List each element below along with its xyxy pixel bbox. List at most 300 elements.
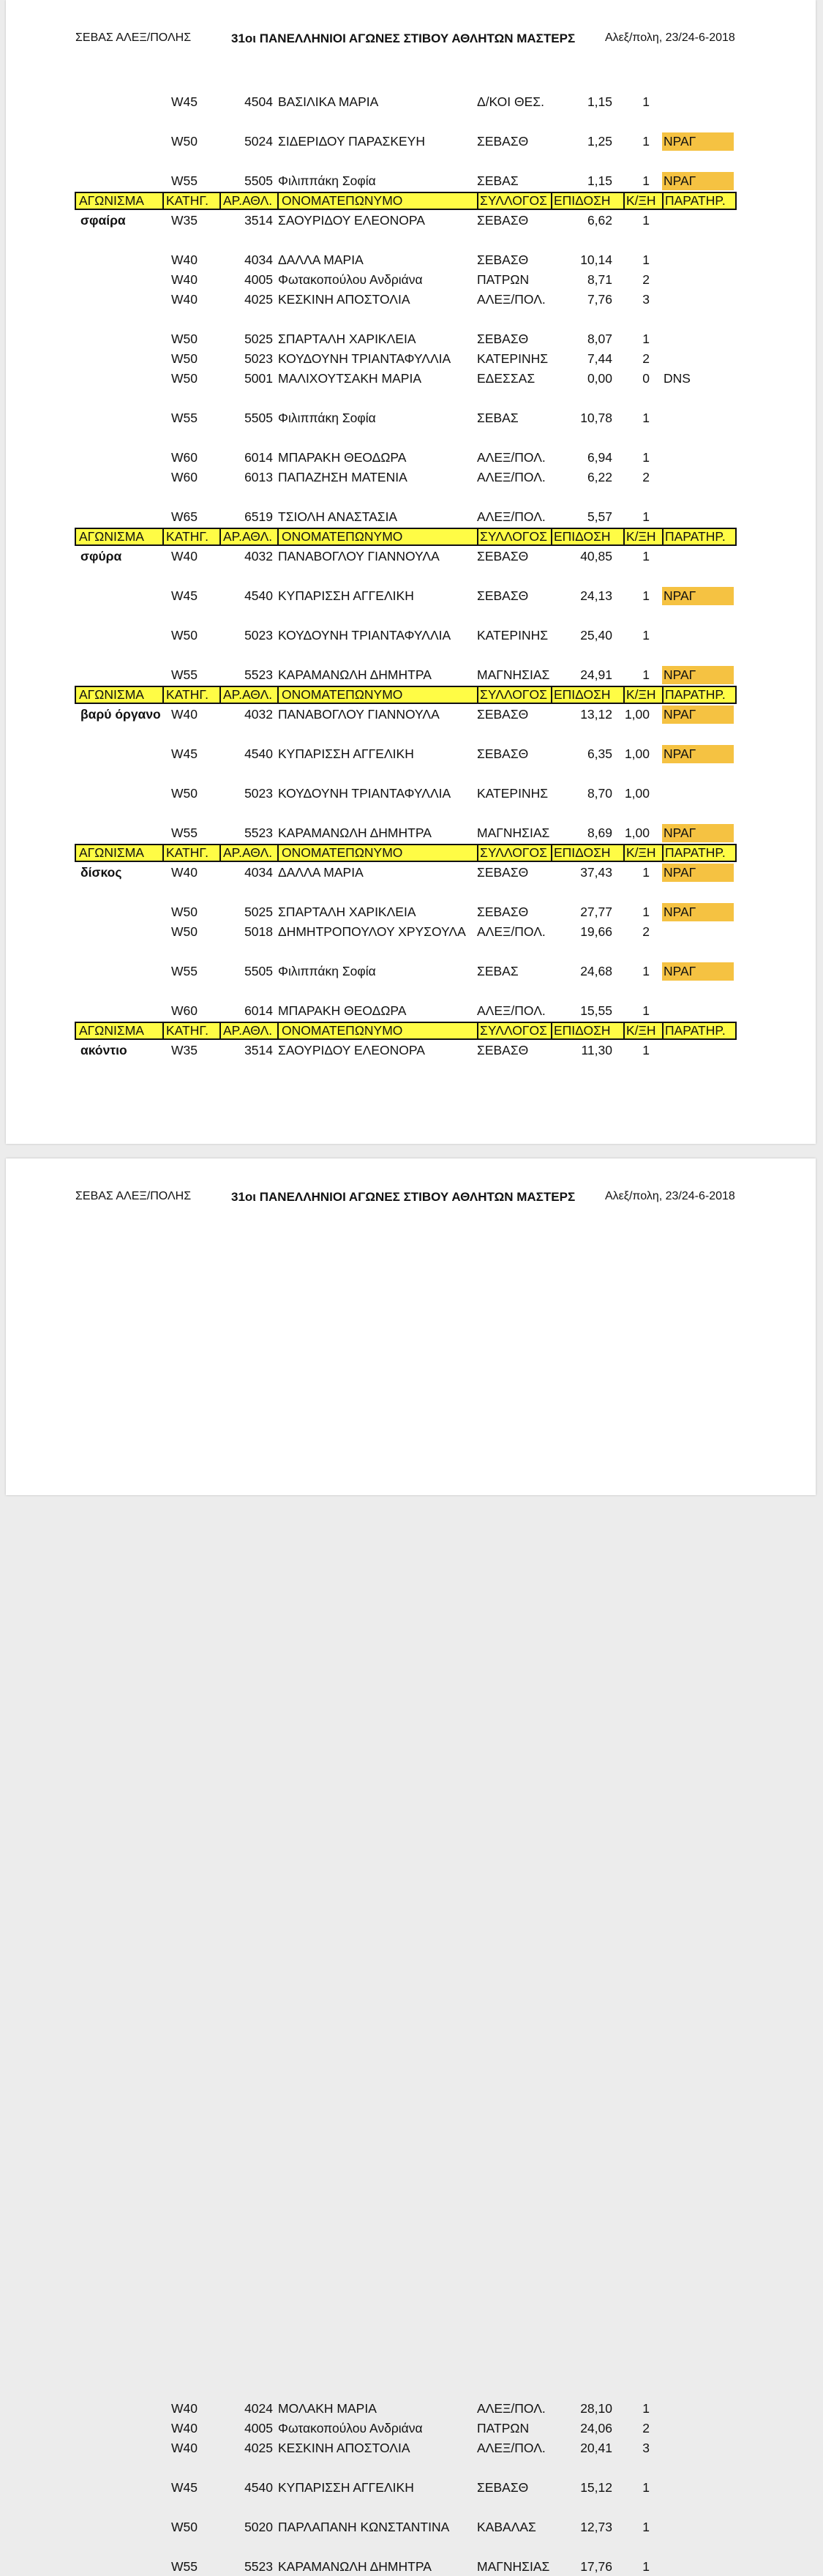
cell-num: 4540: [244, 588, 273, 603]
cell-name: ΚΥΠΑΡΙΣΣΗ ΑΓΓΕΛΙΚΗ: [278, 588, 414, 603]
column-header-row: [75, 844, 737, 862]
cell-pos: 1: [642, 450, 650, 465]
cell-num: 4024: [244, 2401, 273, 2416]
cell-pos: 1: [642, 411, 650, 425]
cell-name: Φωτακοπούλου Ανδριάνα: [278, 272, 423, 287]
cell-perf: 8,70: [587, 786, 612, 801]
cell-pos: 2: [642, 351, 650, 366]
cell-num: 5023: [244, 351, 273, 366]
cell-name: ΠΑΝΑΒΟΓΛΟΥ ΓΙΑΝΝΟΥΛΑ: [278, 707, 440, 722]
cell-note: ΝΡΑΓ: [662, 666, 734, 684]
cell-name: Φιλιππάκη Σοφία: [278, 411, 376, 425]
cell-name: ΚΕΣΚΙΝΗ ΑΠΟΣΤΟΛΙΑ: [278, 2441, 410, 2455]
header-pos: Κ/ΞΗ: [623, 1023, 662, 1038]
page-header: [6, 1190, 816, 1208]
cell-num: 5023: [244, 628, 273, 643]
cell-cat: W55: [171, 411, 198, 425]
cell-num: 3514: [244, 213, 273, 228]
cell-num: 4005: [244, 272, 273, 287]
cell-name: ΚΟΥΔΟΥΝΗ ΤΡΙΑΝΤΑΦΥΛΛΙΑ: [278, 351, 451, 366]
cell-cat: W45: [171, 746, 198, 761]
header-cat: ΚΑΤΗΓ.: [162, 193, 219, 209]
header-pos: Κ/ΞΗ: [623, 193, 662, 209]
cell-cat: W45: [171, 588, 198, 603]
cell-perf: 24,06: [580, 2421, 612, 2435]
cell-num: 5505: [244, 173, 273, 188]
cell-pos: 1: [642, 549, 650, 564]
header-event: ΑΓΩΝΙΣΜΑ: [79, 1023, 144, 1038]
cell-perf: 8,07: [587, 332, 612, 346]
cell-num: 5025: [244, 905, 273, 919]
cell-num: 6013: [244, 470, 273, 484]
header-num: ΑΡ.ΑΘΛ.: [219, 529, 277, 544]
cell-num: 5020: [244, 2520, 273, 2534]
cell-name: ΔΑΛΛΑ ΜΑΡΙΑ: [278, 252, 364, 267]
cell-perf: 0,00: [587, 371, 612, 386]
cell-club: ΠΑΤΡΩΝ: [477, 2421, 530, 2435]
column-header-row: [75, 192, 737, 210]
cell-club: Δ/ΚΟΙ ΘΕΣ.: [477, 94, 544, 109]
cell-club: ΑΛΕΞ/ΠΟΛ.: [477, 1003, 546, 1018]
cell-perf: 24,68: [580, 964, 612, 978]
cell-club: ΣΕΒΑΣΘ: [477, 905, 529, 919]
results-page-1: [6, 0, 816, 1144]
header-note: ΠΑΡΑΤΗΡ.: [662, 845, 735, 861]
cell-perf: 7,76: [587, 292, 612, 307]
cell-num: 6014: [244, 450, 273, 465]
table-row: [75, 508, 737, 526]
cell-cat: W55: [171, 667, 198, 682]
cell-name: ΜΟΛΑΚΗ ΜΑΡΙΑ: [278, 2401, 377, 2416]
cell-cat: W65: [171, 509, 198, 524]
header-note: ΠΑΡΑΤΗΡ.: [662, 1023, 735, 1038]
cell-club: ΠΑΤΡΩΝ: [477, 272, 530, 287]
cell-club: ΜΑΓΝΗΣΙΑΣ: [477, 667, 549, 682]
table-row: [75, 785, 737, 803]
cell-num: 6014: [244, 1003, 273, 1018]
organizer-label: ΣΕΒΑΣ ΑΛΕΞ/ΠΟΛΗΣ: [75, 31, 192, 44]
cell-perf: 28,10: [580, 2401, 612, 2416]
cell-perf: 37,43: [580, 865, 612, 880]
cell-num: 5505: [244, 411, 273, 425]
cell-club: ΣΕΒΑΣΘ: [477, 746, 529, 761]
cell-pos: 1,00: [624, 825, 650, 840]
cell-perf: 24,13: [580, 588, 612, 603]
cell-pos: 3: [642, 292, 650, 307]
cell-perf: 7,44: [587, 351, 612, 366]
cell-club: ΚΑΤΕΡΙΝΗΣ: [477, 351, 549, 366]
cell-note: ΝΡΑΓ: [662, 903, 734, 921]
cell-pos: 1: [642, 2520, 650, 2534]
cell-cat: W50: [171, 628, 198, 643]
cell-club: ΣΕΒΑΣΘ: [477, 2480, 529, 2495]
table-row: [75, 626, 737, 645]
cell-club: ΣΕΒΑΣΘ: [477, 707, 529, 722]
cell-club: ΕΔΕΣΣΑΣ: [477, 371, 535, 386]
cell-num: 4025: [244, 2441, 273, 2455]
cell-club: ΑΛΕΞ/ΠΟΛ.: [477, 450, 546, 465]
header-perf: ΕΠΙΔΟΣΗ: [551, 1023, 623, 1038]
cell-pos: 2: [642, 272, 650, 287]
header-pos: Κ/ΞΗ: [623, 529, 662, 544]
cell-club: ΣΕΒΑΣ: [477, 411, 519, 425]
header-num: ΑΡ.ΑΘΛ.: [219, 193, 277, 209]
cell-num: 4025: [244, 292, 273, 307]
cell-name: Φωτακοπούλου Ανδριάνα: [278, 2421, 423, 2435]
header-name: ΟΝΟΜΑΤΕΠΩΝΥΜΟ: [277, 193, 477, 209]
cell-pos: 1: [642, 2559, 650, 2574]
column-header-row: [75, 686, 737, 704]
cell-cat: W55: [171, 825, 198, 840]
page-header: [6, 31, 816, 49]
header-name: ΟΝΟΜΑΤΕΠΩΝΥΜΟ: [277, 529, 477, 544]
cell-club: ΑΛΕΞ/ΠΟΛ.: [477, 292, 546, 307]
table-row: [75, 705, 737, 724]
cell-club: ΜΑΓΝΗΣΙΑΣ: [477, 2559, 549, 2574]
cell-event: σφύρα: [80, 549, 122, 564]
cell-perf: 6,35: [587, 746, 612, 761]
cell-name: ΚΟΥΔΟΥΝΗ ΤΡΙΑΝΤΑΦΥΛΛΙΑ: [278, 628, 451, 643]
header-cat: ΚΑΤΗΓ.: [162, 529, 219, 544]
cell-num: 4005: [244, 2421, 273, 2435]
cell-num: 4032: [244, 707, 273, 722]
cell-num: 5023: [244, 786, 273, 801]
header-event: ΑΓΩΝΙΣΜΑ: [79, 845, 144, 860]
cell-perf: 19,66: [580, 924, 612, 939]
cell-pos: 1: [642, 134, 650, 149]
cell-perf: 13,12: [580, 707, 612, 722]
cell-cat: W40: [171, 252, 198, 267]
cell-name: Φιλιππάκη Σοφία: [278, 173, 376, 188]
header-club: ΣΥΛΛΟΓΟΣ: [477, 1023, 551, 1038]
header-num: ΑΡ.ΑΘΛ.: [219, 1023, 277, 1038]
header-name: ΟΝΟΜΑΤΕΠΩΝΥΜΟ: [277, 845, 477, 861]
cell-cat: W55: [171, 964, 198, 978]
header-name: ΟΝΟΜΑΤΕΠΩΝΥΜΟ: [277, 1023, 477, 1038]
cell-num: 5523: [244, 825, 273, 840]
cell-cat: W45: [171, 2480, 198, 2495]
cell-name: ΔΑΛΛΑ ΜΑΡΙΑ: [278, 865, 364, 880]
cell-cat: W50: [171, 371, 198, 386]
table-row: [75, 903, 737, 921]
table-row: [75, 864, 737, 882]
page-title: 31οι ΠΑΝΕΛΛΗΝΙΟΙ ΑΓΩΝΕΣ ΣΤΙΒΟΥ ΑΘΛΗΤΩΝ ΜΑΣΤΕΡΣ: [231, 1190, 576, 1204]
cell-perf: 5,57: [587, 509, 612, 524]
cell-perf: 15,55: [580, 1003, 612, 1018]
header-perf: ΕΠΙΔΟΣΗ: [551, 193, 623, 209]
header-club: ΣΥΛΛΟΓΟΣ: [477, 529, 551, 544]
cell-cat: W50: [171, 905, 198, 919]
cell-perf: 6,62: [587, 213, 612, 228]
cell-name: ΚΑΡΑΜΑΝΩΛΗ ΔΗΜΗΤΡΑ: [278, 667, 432, 682]
page-title: 31οι ΠΑΝΕΛΛΗΝΙΟΙ ΑΓΩΝΕΣ ΣΤΙΒΟΥ ΑΘΛΗΤΩΝ ΜΑΣΤΕΡΣ: [231, 31, 576, 45]
cell-perf: 27,77: [580, 905, 612, 919]
header-note: ΠΑΡΑΤΗΡ.: [662, 687, 735, 703]
column-header-row: [75, 1022, 737, 1040]
header-event: ΑΓΩΝΙΣΜΑ: [79, 529, 144, 544]
column-header-row: [75, 528, 737, 546]
header-cat: ΚΑΤΗΓ.: [162, 1023, 219, 1038]
header-note: ΠΑΡΑΤΗΡ.: [662, 193, 735, 209]
table-row: [75, 132, 737, 151]
cell-perf: 6,94: [587, 450, 612, 465]
table-row: [75, 211, 737, 230]
table-row: [75, 2518, 737, 2536]
cell-cat: W45: [171, 94, 198, 109]
cell-club: ΣΕΒΑΣΘ: [477, 213, 529, 228]
cell-note: ΝΡΑΓ: [662, 824, 734, 842]
table-row: [75, 666, 737, 684]
cell-event: δίσκος: [80, 865, 122, 880]
cell-name: ΣΑΟΥΡΙΔΟΥ ΕΛΕΟΝΟΡΑ: [278, 1043, 425, 1057]
cell-perf: 1,15: [587, 173, 612, 188]
cell-club: ΣΕΒΑΣΘ: [477, 332, 529, 346]
results-page-2: [6, 1158, 816, 2574]
table-row: [75, 2439, 737, 2457]
cell-name: ΚΟΥΔΟΥΝΗ ΤΡΙΑΝΤΑΦΥΛΛΙΑ: [278, 786, 451, 801]
cell-club: ΚΑΤΕΡΙΝΗΣ: [477, 628, 549, 643]
cell-num: 3514: [244, 1043, 273, 1057]
cell-perf: 17,76: [580, 2559, 612, 2574]
cell-name: Φιλιππάκη Σοφία: [278, 964, 376, 978]
cell-perf: 8,71: [587, 272, 612, 287]
cell-pos: 1,00: [624, 707, 650, 722]
cell-event: βαρύ όργανο: [80, 707, 161, 722]
cell-num: 5018: [244, 924, 273, 939]
table-row: [75, 962, 737, 981]
cell-name: ΠΑΡΛΑΠΑΝΗ ΚΩΝΣΤΑΝΤΙΝΑ: [278, 2520, 450, 2534]
cell-cat: W50: [171, 134, 198, 149]
cell-num: 4540: [244, 2480, 273, 2495]
cell-pos: 1: [642, 94, 650, 109]
table-row: [75, 172, 737, 190]
header-cat: ΚΑΤΗΓ.: [162, 687, 219, 703]
cell-note: ΝΡΑΓ: [662, 587, 734, 605]
cell-club: ΣΕΒΑΣΘ: [477, 252, 529, 267]
table-row: [75, 1002, 737, 1020]
table-row: [75, 370, 737, 388]
header-event: ΑΓΩΝΙΣΜΑ: [79, 687, 144, 702]
table-row: [75, 271, 737, 289]
cell-num: 5024: [244, 134, 273, 149]
cell-cat: W60: [171, 470, 198, 484]
cell-cat: W40: [171, 2441, 198, 2455]
cell-name: ΚΑΡΑΜΑΝΩΛΗ ΔΗΜΗΤΡΑ: [278, 825, 432, 840]
cell-cat: W40: [171, 2421, 198, 2435]
header-num: ΑΡ.ΑΘΛ.: [219, 687, 277, 703]
cell-num: 5025: [244, 332, 273, 346]
cell-note: ΝΡΑΓ: [662, 705, 734, 724]
cell-perf: 10,78: [580, 411, 612, 425]
header-perf: ΕΠΙΔΟΣΗ: [551, 687, 623, 703]
cell-club: ΣΕΒΑΣΘ: [477, 549, 529, 564]
cell-num: 5505: [244, 964, 273, 978]
date-location-label: Αλεξ/πολη, 23/24-6-2018: [605, 31, 735, 44]
cell-cat: W40: [171, 707, 198, 722]
cell-pos: 1: [642, 252, 650, 267]
cell-name: ΚΥΠΑΡΙΣΣΗ ΑΓΓΕΛΙΚΗ: [278, 2480, 414, 2495]
cell-pos: 2: [642, 470, 650, 484]
cell-name: ΤΣΙΟΛΗ ΑΝΑΣΤΑΣΙΑ: [278, 509, 398, 524]
table-row: [75, 547, 737, 566]
cell-name: ΠΑΠΑΖΗΣΗ ΜΑΤΕΝΙΑ: [278, 470, 407, 484]
cell-club: ΣΕΒΑΣΘ: [477, 865, 529, 880]
table-row: [75, 587, 737, 605]
cell-pos: 1: [642, 905, 650, 919]
cell-cat: W50: [171, 2520, 198, 2534]
table-row: [75, 251, 737, 269]
cell-club: ΚΑΤΕΡΙΝΗΣ: [477, 786, 549, 801]
header-num: ΑΡ.ΑΘΛ.: [219, 845, 277, 861]
cell-num: 4034: [244, 865, 273, 880]
cell-event: ακόντιο: [80, 1043, 127, 1057]
cell-pos: 1: [642, 173, 650, 188]
cell-club: ΣΕΒΑΣΘ: [477, 134, 529, 149]
cell-num: 4540: [244, 746, 273, 761]
cell-cat: W40: [171, 549, 198, 564]
cell-perf: 12,73: [580, 2520, 612, 2534]
header-pos: Κ/ΞΗ: [623, 687, 662, 703]
cell-pos: 1: [642, 332, 650, 346]
cell-club: ΑΛΕΞ/ΠΟΛ.: [477, 924, 546, 939]
cell-name: ΒΑΣΙΛΙΚΑ ΜΑΡΙΑ: [278, 94, 379, 109]
table-row: [75, 409, 737, 427]
table-row: [75, 824, 737, 842]
cell-cat: W60: [171, 1003, 198, 1018]
cell-name: ΚΑΡΑΜΑΝΩΛΗ ΔΗΜΗΤΡΑ: [278, 2559, 432, 2574]
cell-num: 5523: [244, 2559, 273, 2574]
cell-note: ΝΡΑΓ: [662, 172, 734, 190]
header-pos: Κ/ΞΗ: [623, 845, 662, 861]
cell-cat: W50: [171, 351, 198, 366]
table-row: [75, 350, 737, 368]
cell-cat: W35: [171, 1043, 198, 1057]
cell-cat: W40: [171, 865, 198, 880]
table-row: [75, 1041, 737, 1060]
cell-pos: 1: [642, 667, 650, 682]
cell-pos: 1: [642, 865, 650, 880]
cell-name: ΜΑΛΙΧΟΥΤΣΑΚΗ ΜΑΡΙΑ: [278, 371, 422, 386]
cell-name: ΣΠΑΡΤΑΛΗ ΧΑΡΙΚΛΕΙΑ: [278, 332, 416, 346]
cell-event: σφαίρα: [80, 213, 126, 228]
table-row: [75, 93, 737, 111]
cell-name: ΚΥΠΑΡΙΣΣΗ ΑΓΓΕΛΙΚΗ: [278, 746, 414, 761]
cell-cat: W40: [171, 292, 198, 307]
organizer-label: ΣΕΒΑΣ ΑΛΕΞ/ΠΟΛΗΣ: [75, 1190, 192, 1202]
cell-cat: W50: [171, 924, 198, 939]
cell-cat: W55: [171, 173, 198, 188]
cell-perf: 40,85: [580, 549, 612, 564]
cell-note: ΝΡΑΓ: [662, 962, 734, 981]
cell-perf: 20,41: [580, 2441, 612, 2455]
cell-pos: 2: [642, 2421, 650, 2435]
cell-pos: 1: [642, 1043, 650, 1057]
cell-club: ΣΕΒΑΣ: [477, 964, 519, 978]
cell-club: ΜΑΓΝΗΣΙΑΣ: [477, 825, 549, 840]
cell-club: ΣΕΒΑΣΘ: [477, 588, 529, 603]
table-row: [75, 2558, 737, 2576]
cell-cat: W50: [171, 332, 198, 346]
cell-perf: 25,40: [580, 628, 612, 643]
header-cat: ΚΑΤΗΓ.: [162, 845, 219, 861]
cell-name: ΠΑΝΑΒΟΓΛΟΥ ΓΙΑΝΝΟΥΛΑ: [278, 549, 440, 564]
table-row: [75, 2419, 737, 2438]
cell-perf: 8,69: [587, 825, 612, 840]
cell-name: ΣΑΟΥΡΙΔΟΥ ΕΛΕΟΝΟΡΑ: [278, 213, 425, 228]
header-name: ΟΝΟΜΑΤΕΠΩΝΥΜΟ: [277, 687, 477, 703]
cell-perf: 11,30: [581, 1043, 612, 1057]
cell-name: ΣΙΔΕΡΙΔΟΥ ΠΑΡΑΣΚΕΥΗ: [278, 134, 425, 149]
cell-note: DNS: [664, 371, 691, 386]
header-event: ΑΓΩΝΙΣΜΑ: [79, 193, 144, 208]
cell-pos: 1: [642, 509, 650, 524]
cell-name: ΔΗΜΗΤΡΟΠΟΥΛΟΥ ΧΡΥΣΟΥΛΑ: [278, 924, 466, 939]
header-note: ΠΑΡΑΤΗΡ.: [662, 529, 735, 544]
cell-cat: W50: [171, 786, 198, 801]
cell-pos: 1: [642, 2480, 650, 2495]
cell-name: ΜΠΑΡΑΚΗ ΘΕΟΔΩΡΑ: [278, 1003, 407, 1018]
cell-pos: 1: [642, 213, 650, 228]
cell-num: 5523: [244, 667, 273, 682]
cell-pos: 3: [642, 2441, 650, 2455]
cell-club: ΑΛΕΞ/ΠΟΛ.: [477, 509, 546, 524]
cell-club: ΑΛΕΞ/ΠΟΛ.: [477, 470, 546, 484]
cell-num: 4032: [244, 549, 273, 564]
table-row: [75, 2479, 737, 2497]
cell-pos: 1: [642, 588, 650, 603]
cell-club: ΣΕΒΑΣΘ: [477, 1043, 529, 1057]
cell-perf: 24,91: [580, 667, 612, 682]
table-row: [75, 449, 737, 467]
cell-pos: 1,00: [624, 746, 650, 761]
cell-note: ΝΡΑΓ: [662, 132, 734, 151]
header-club: ΣΥΛΛΟΓΟΣ: [477, 845, 551, 861]
table-row: [75, 468, 737, 487]
cell-club: ΑΛΕΞ/ΠΟΛ.: [477, 2441, 546, 2455]
header-club: ΣΥΛΛΟΓΟΣ: [477, 687, 551, 703]
cell-pos: 0: [642, 371, 650, 386]
cell-cat: W40: [171, 272, 198, 287]
header-club: ΣΥΛΛΟΓΟΣ: [477, 193, 551, 209]
cell-pos: 2: [642, 924, 650, 939]
table-row: [75, 2400, 737, 2418]
cell-pos: 1: [642, 1003, 650, 1018]
cell-note: ΝΡΑΓ: [662, 864, 734, 882]
cell-name: ΣΠΑΡΤΑΛΗ ΧΑΡΙΚΛΕΙΑ: [278, 905, 416, 919]
cell-perf: 10,14: [580, 252, 612, 267]
table-row: [75, 923, 737, 941]
cell-num: 5001: [244, 371, 273, 386]
cell-name: ΚΕΣΚΙΝΗ ΑΠΟΣΤΟΛΙΑ: [278, 292, 410, 307]
cell-num: 4034: [244, 252, 273, 267]
table-row: [75, 291, 737, 309]
cell-name: ΜΠΑΡΑΚΗ ΘΕΟΔΩΡΑ: [278, 450, 407, 465]
cell-cat: W35: [171, 213, 198, 228]
cell-perf: 6,22: [587, 470, 612, 484]
table-row: [75, 330, 737, 348]
cell-cat: W60: [171, 450, 198, 465]
cell-pos: 1: [642, 2401, 650, 2416]
cell-perf: 1,15: [587, 94, 612, 109]
cell-cat: W55: [171, 2559, 198, 2574]
date-location-label: Αλεξ/πολη, 23/24-6-2018: [605, 1190, 735, 1202]
cell-num: 6519: [244, 509, 273, 524]
cell-perf: 1,25: [587, 134, 612, 149]
cell-perf: 15,12: [580, 2480, 612, 2495]
cell-note: ΝΡΑΓ: [662, 745, 734, 763]
table-row: [75, 745, 737, 763]
header-perf: ΕΠΙΔΟΣΗ: [551, 845, 623, 861]
